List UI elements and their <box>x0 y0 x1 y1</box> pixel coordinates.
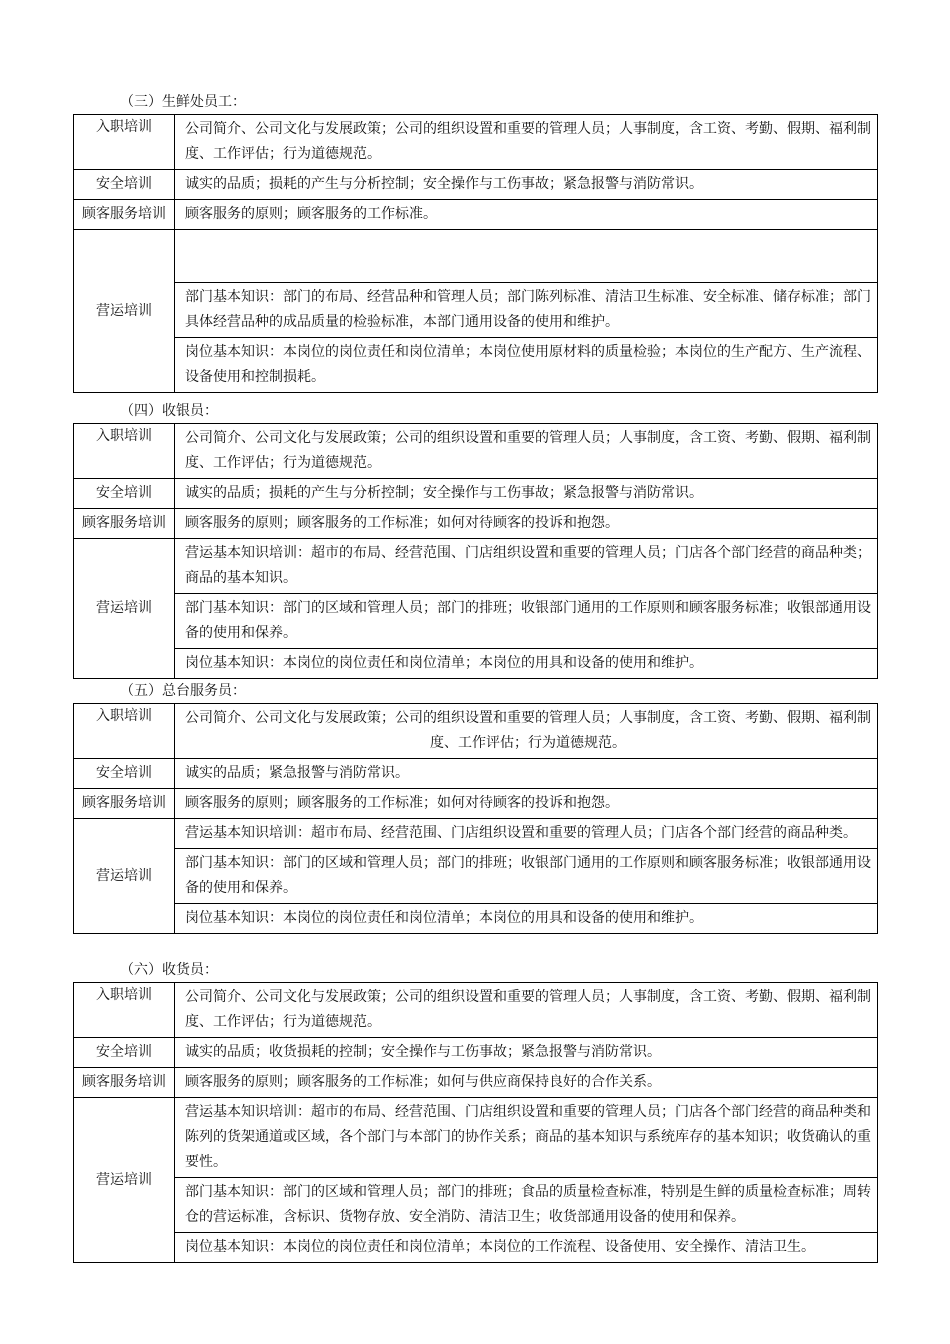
table-row <box>74 170 878 200</box>
training-table-receiving-clerk <box>73 982 878 1263</box>
table-row <box>74 479 878 509</box>
row-content: 营运基本知识培训：超市布局、经营范围、门店组织设置和重要的管理人员；门店各个部门经营的商品种类。 <box>175 819 878 849</box>
row-content: 顾客服务的原则；顾客服务的工作标准；如何与供应商保持良好的合作关系。 <box>175 1068 878 1098</box>
table-row <box>74 594 878 649</box>
row-label: 入职培训 <box>74 424 175 479</box>
table-row <box>74 819 878 849</box>
row-label: 营运培训 <box>74 819 175 934</box>
row-content: 部门基本知识：部门的布局、经营品种和管理人员；部门陈列标准、清洁卫生标准、安全标准、储存标准；部门具体经营品种的成品质量的检验标准，本部门通用设备的使用和维护。 <box>175 283 878 338</box>
training-table-front-desk <box>73 703 878 934</box>
row-content: 岗位基本知识：本岗位的岗位责任和岗位清单；本岗位的工作流程、设备使用、安全操作、清洁卫生。 <box>175 1233 878 1263</box>
row-label: 入职培训 <box>74 704 175 759</box>
row-content: 顾客服务的原则；顾客服务的工作标准。 <box>175 200 878 230</box>
training-table-cashier <box>73 423 878 679</box>
row-label: 顾客服务培训 <box>74 200 175 230</box>
row-content: 岗位基本知识：本岗位的岗位责任和岗位清单；本岗位的用具和设备的使用和维护。 <box>175 649 878 679</box>
table-row <box>74 704 878 759</box>
table-row <box>74 789 878 819</box>
table-row <box>74 1098 878 1178</box>
table-row <box>74 983 878 1038</box>
row-content: 诚实的品质；紧急报警与消防常识。 <box>175 759 878 789</box>
section-heading-fresh-staff: （三）生鲜处员工： <box>120 94 246 110</box>
section-heading-front-desk: （五）总台服务员： <box>120 683 246 699</box>
row-content: 顾客服务的原则；顾客服务的工作标准；如何对待顾客的投诉和抱怨。 <box>175 789 878 819</box>
row-content: 诚实的品质；收货损耗的控制；安全操作与工伤事故；紧急报警与消防常识。 <box>175 1038 878 1068</box>
table-row <box>74 509 878 539</box>
table-row <box>74 904 878 934</box>
row-content: 部门基本知识：部门的区域和管理人员；部门的排班；收银部门通用的工作原则和顾客服务标准；收银部通用设备的使用和保养。 <box>175 849 878 904</box>
row-content: 诚实的品质；损耗的产生与分析控制；安全操作与工伤事故；紧急报警与消防常识。 <box>175 170 878 200</box>
row-label: 安全培训 <box>74 170 175 200</box>
table-row <box>74 649 878 679</box>
table-row <box>74 338 878 393</box>
table-row <box>74 1068 878 1098</box>
row-content: 诚实的品质；损耗的产生与分析控制；安全操作与工伤事故；紧急报警与消防常识。 <box>175 479 878 509</box>
row-content: 部门基本知识：部门的区域和管理人员；部门的排班；收银部门通用的工作原则和顾客服务标准；收银部通用设备的使用和保养。 <box>175 594 878 649</box>
section-heading-receiving-clerk: （六）收货员： <box>120 962 218 978</box>
row-label: 安全培训 <box>74 759 175 789</box>
row-content: 部门基本知识：部门的区域和管理人员；部门的排班；食品的质量检查标准，特别是生鲜的质量检查标准；周转仓的营运标准，含标识、货物存放、安全消防、清洁卫生；收货部通用设备的使用和保养。 <box>175 1178 878 1233</box>
row-content: 公司简介、公司文化与发展政策；公司的组织设置和重要的管理人员；人事制度，含工资、考勤、假期、福利制度、工作评估；行为道德规范。 <box>175 983 878 1038</box>
row-label: 顾客服务培训 <box>74 1068 175 1098</box>
row-label: 入职培训 <box>74 983 175 1038</box>
row-content <box>175 230 878 283</box>
row-content: 营运基本知识培训：超市的布局、经营范围、门店组织设置和重要的管理人员；门店各个部门经营的商品种类；商品的基本知识。 <box>175 539 878 594</box>
table-row <box>74 759 878 789</box>
table-row <box>74 283 878 338</box>
section-heading-cashier: （四）收银员： <box>120 403 218 419</box>
row-label: 安全培训 <box>74 479 175 509</box>
table-row <box>74 115 878 170</box>
row-content: 岗位基本知识：本岗位的岗位责任和岗位清单；本岗位的用具和设备的使用和维护。 <box>175 904 878 934</box>
table-row <box>74 1233 878 1263</box>
table-row <box>74 200 878 230</box>
row-label: 营运培训 <box>74 1098 175 1263</box>
row-label: 营运培训 <box>74 539 175 679</box>
row-content: 公司简介、公司文化与发展政策；公司的组织设置和重要的管理人员；人事制度，含工资、考勤、假期、福利制度、工作评估；行为道德规范。 <box>175 704 878 759</box>
table-row <box>74 230 878 283</box>
table-row <box>74 424 878 479</box>
table-row <box>74 539 878 594</box>
row-label: 营运培训 <box>74 230 175 393</box>
row-content: 公司简介、公司文化与发展政策；公司的组织设置和重要的管理人员；人事制度，含工资、考勤、假期、福利制度、工作评估；行为道德规范。 <box>175 424 878 479</box>
row-content: 公司简介、公司文化与发展政策；公司的组织设置和重要的管理人员；人事制度，含工资、考勤、假期、福利制度、工作评估；行为道德规范。 <box>175 115 878 170</box>
table-row <box>74 1178 878 1233</box>
table-row <box>74 1038 878 1068</box>
table-row <box>74 849 878 904</box>
row-content: 营运基本知识培训：超市的布局、经营范围、门店组织设置和重要的管理人员；门店各个部门经营的商品种类和陈列的货架通道或区域，各个部门与本部门的协作关系；商品的基本知识与系统库存的基本知识；收货确认的重要性。 <box>175 1098 878 1178</box>
row-label: 顾客服务培训 <box>74 789 175 819</box>
row-content: 顾客服务的原则；顾客服务的工作标准；如何对待顾客的投诉和抱怨。 <box>175 509 878 539</box>
row-label: 顾客服务培训 <box>74 509 175 539</box>
row-content: 岗位基本知识：本岗位的岗位责任和岗位清单；本岗位使用原材料的质量检验；本岗位的生产配方、生产流程、设备使用和控制损耗。 <box>175 338 878 393</box>
row-label: 入职培训 <box>74 115 175 170</box>
row-label: 安全培训 <box>74 1038 175 1068</box>
training-table-fresh-staff <box>73 114 878 393</box>
